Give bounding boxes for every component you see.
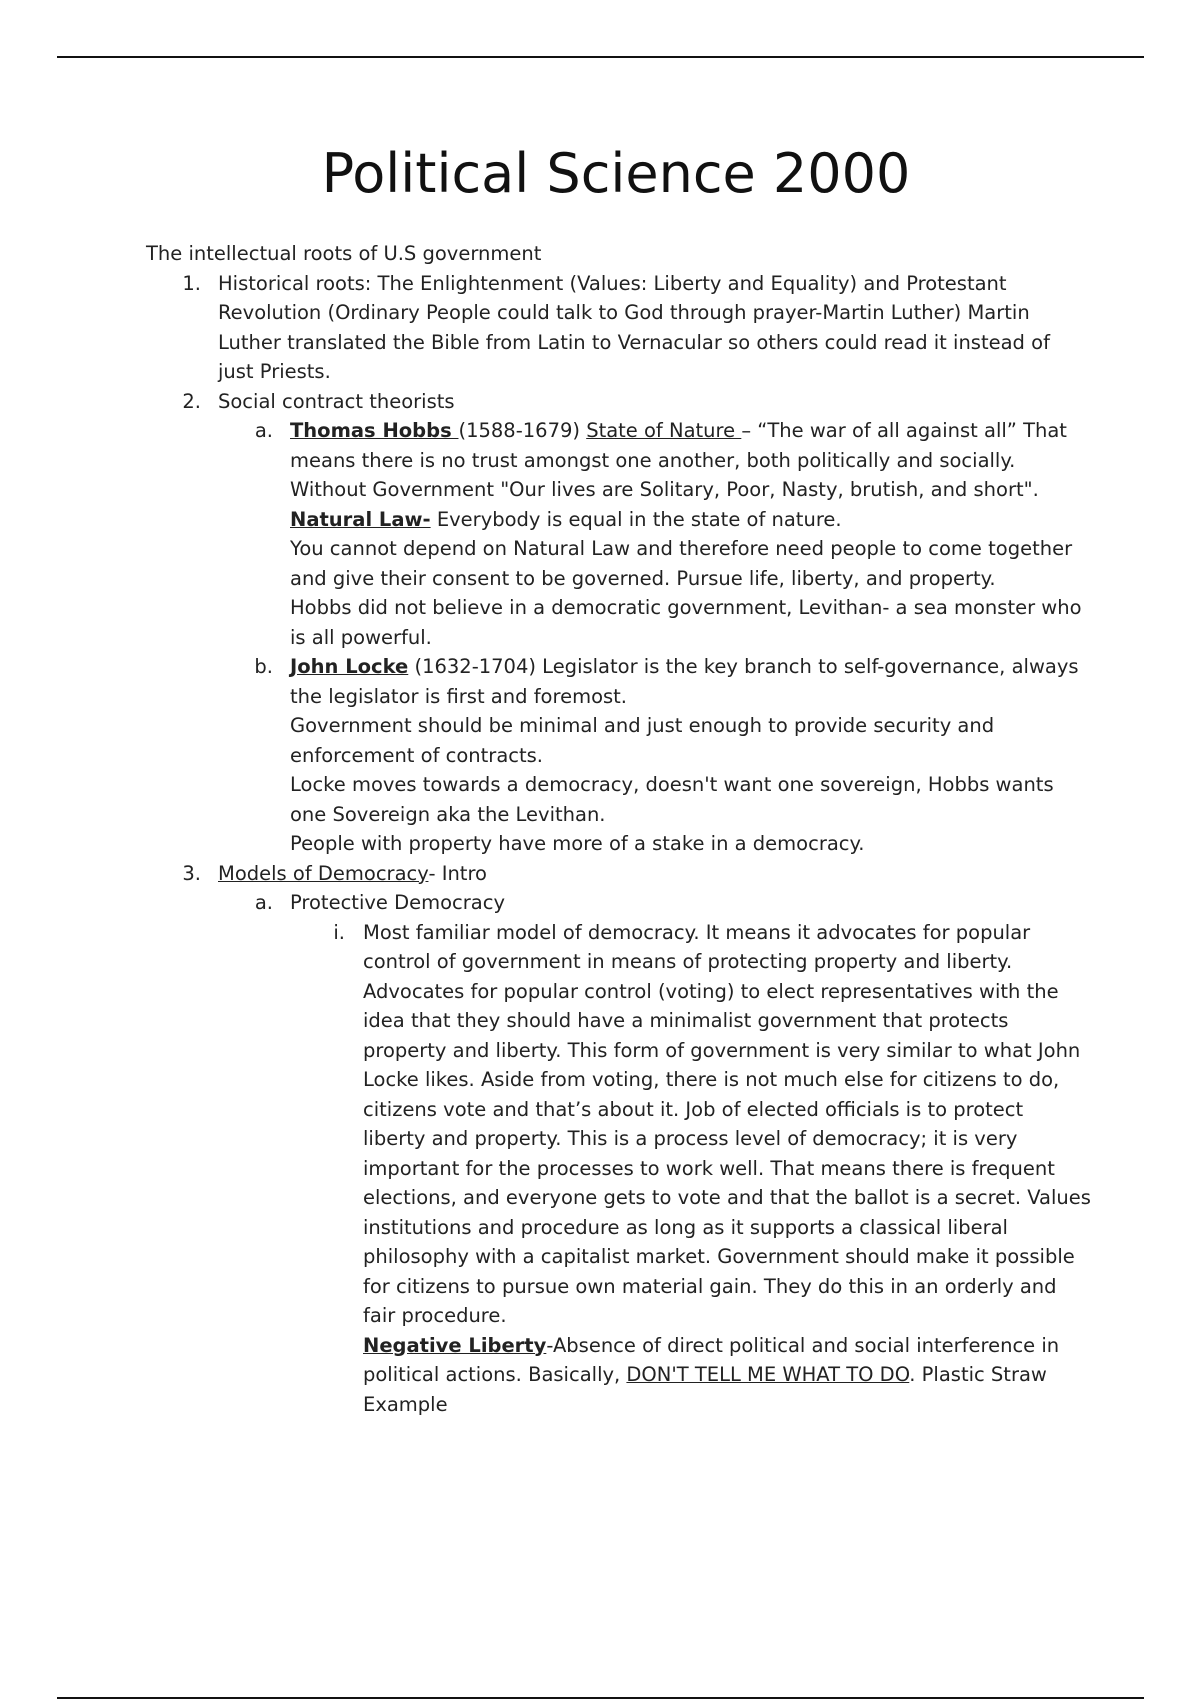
top-rule — [57, 56, 1144, 58]
sub-sub-item-text: Most familiar model of democracy. It means it advocates for popular control of government in means of protecting property and liberty. Advocates for popular control (voting) to elect representatives with the idea that they should have a minimalist government that protects property and liberty. This form of government is very similar to what John Locke likes. Aside from voting, there is not much else for citizens to do, citizens vote and that’s about it. Job of elected officials is to protect liberty and property. This is a process level of democracy; it is very important for the processes to work well. That means there is frequent elections, and everyone gets to vote and that the ballot is a secret. Values institutions and procedure as long as it supports a classical liberal philosophy with a capitalist market. Government should make it possible for citizens to pursue own material gain. They do this in an orderly and fair procedure. Negative Liberty-Absence of direct political and social interference in political actions. Basically, DON'T TELL ME WHAT TO DO. Plastic Straw Example — [363, 920, 1091, 1416]
intro-line: The intellectual roots of U.S government — [146, 242, 542, 265]
list-item-text: Historical roots: The Enlightenment (Values: Liberty and Equality) and Protestant Revolution (Ordinary People could talk to God through prayer-Martin Luther) Martin Luther translated the Bible from Latin to Vernacular so others could read it instead of just Priests. — [218, 271, 1050, 383]
roman-list-marker: i. — [333, 920, 345, 944]
locke-name: John Locke — [290, 655, 409, 678]
sub-list-marker: a. — [254, 419, 273, 442]
list-marker: 1. — [182, 271, 201, 295]
sub-item-text: Thomas Hobbs (1588-1679) State of Nature – “The war of all against all” That means there is no trust amongst one another, both politically and socially. Without Government "Our lives are Solitary, Poor, Nasty, brutish, and short". Natural Law- Everybody is equal in the state of nature. You cannot depend on Natural Law and therefore need people to come together and give their consent to be governed. Pursue life, liberty, and property. Hobbs did not believe in a democratic government, Levithan- a sea monster who is all powerful. — [290, 419, 1082, 649]
list-marker: 2. — [182, 389, 201, 413]
models-of-democracy-term: Models of Democracy — [218, 861, 429, 885]
sub-item-text: Protective Democracy — [290, 891, 505, 914]
natural-law-term: Natural Law- — [290, 507, 431, 531]
list-item-text: Models of Democracy- Intro — [218, 861, 487, 885]
list-item-text: Social contract theorists — [218, 389, 455, 413]
dont-tell-me-emphasis: DON'T TELL ME WHAT TO DO — [626, 1363, 910, 1386]
state-of-nature-term: State of Nature — [586, 419, 742, 442]
list-marker: 3. — [182, 861, 201, 885]
sub-item-text: John Locke (1632-1704) Legislator is the key branch to self-governance, always the legislator is first and foremost. Government should be minimal and just enough to provide security and enforcement of contracts. Locke moves towards a democracy, doesn't want one sovereign, Hobbs wants one Sovereign aka the Levithan. People with property have more of a stake in a democracy. — [290, 655, 1079, 855]
negative-liberty-term: Negative Liberty — [363, 1333, 547, 1357]
sub-list-marker: a. — [254, 891, 273, 914]
sub-list-marker: b. — [254, 655, 273, 678]
hobbs-name: Thomas Hobbs — [290, 419, 459, 442]
page-title: Political Science 2000 — [321, 142, 911, 205]
bottom-rule — [57, 1697, 1144, 1699]
